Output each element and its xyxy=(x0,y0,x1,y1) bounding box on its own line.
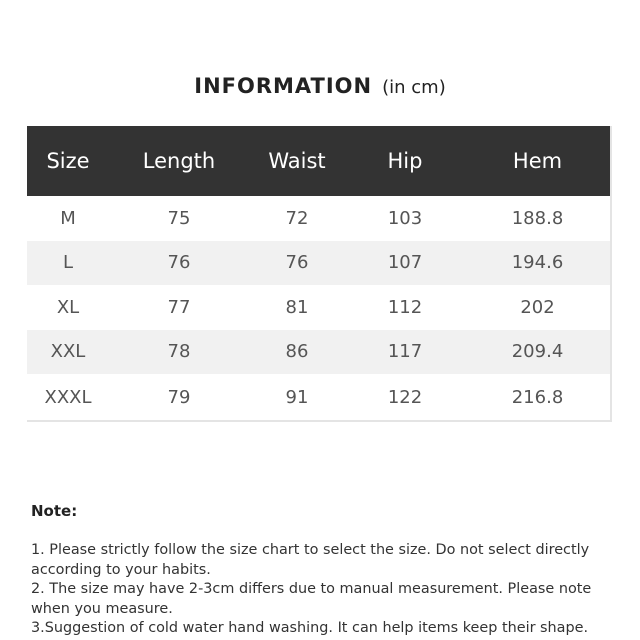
header-waist: Waist xyxy=(268,149,326,173)
cell-length: 78 xyxy=(167,341,191,363)
cell-size: XXXL xyxy=(44,386,92,408)
cell-hip: 107 xyxy=(387,252,423,274)
cell-hem: 216.8 xyxy=(511,386,564,408)
cell-size: M xyxy=(60,207,76,229)
cell-length: 75 xyxy=(167,207,191,229)
cell-hem: 202 xyxy=(520,296,555,318)
note-item: 1. Please strictly follow the size chart to select the size. Do not select directly according to your habits. xyxy=(31,542,590,578)
title-unit: (in cm) xyxy=(382,77,446,98)
size-table xyxy=(27,126,612,422)
cell-waist: 86 xyxy=(285,341,309,363)
cell-length: 76 xyxy=(167,252,191,274)
cell-hip: 103 xyxy=(387,207,423,229)
header-hip: Hip xyxy=(387,149,423,173)
note-item: 2. The size may have 2-3cm differs due to manual measurement. Please note when you measure. xyxy=(31,581,592,617)
header-size: Size xyxy=(46,149,90,173)
cell-hem: 209.4 xyxy=(511,341,564,363)
cell-hem: 188.8 xyxy=(511,207,564,229)
cell-waist: 76 xyxy=(285,252,309,274)
table-row xyxy=(27,241,610,286)
header-hem: Hem xyxy=(512,149,563,173)
cell-hip: 122 xyxy=(387,386,423,408)
note-title: Note: xyxy=(31,502,78,520)
cell-length: 79 xyxy=(167,386,191,408)
table-row xyxy=(27,285,610,330)
cell-size: XXL xyxy=(50,341,86,363)
note-list xyxy=(31,541,606,639)
cell-waist: 81 xyxy=(285,296,309,318)
cell-size: XL xyxy=(56,296,80,318)
note-item: 3.Suggestion of cold water hand washing. It can help items keep their shape. xyxy=(31,620,589,636)
cell-hip: 117 xyxy=(387,341,423,363)
table-row xyxy=(27,196,610,241)
page-title xyxy=(0,74,640,98)
cell-waist: 91 xyxy=(285,386,309,408)
table-row xyxy=(27,330,610,375)
cell-size: L xyxy=(62,252,74,274)
cell-hem: 194.6 xyxy=(511,252,564,274)
header-length: Length xyxy=(142,149,216,173)
cell-hip: 112 xyxy=(387,296,423,318)
title-main: INFORMATION xyxy=(194,74,373,98)
table-row xyxy=(27,374,610,420)
cell-waist: 72 xyxy=(285,207,309,229)
cell-length: 77 xyxy=(167,296,191,318)
table-header xyxy=(27,126,610,196)
